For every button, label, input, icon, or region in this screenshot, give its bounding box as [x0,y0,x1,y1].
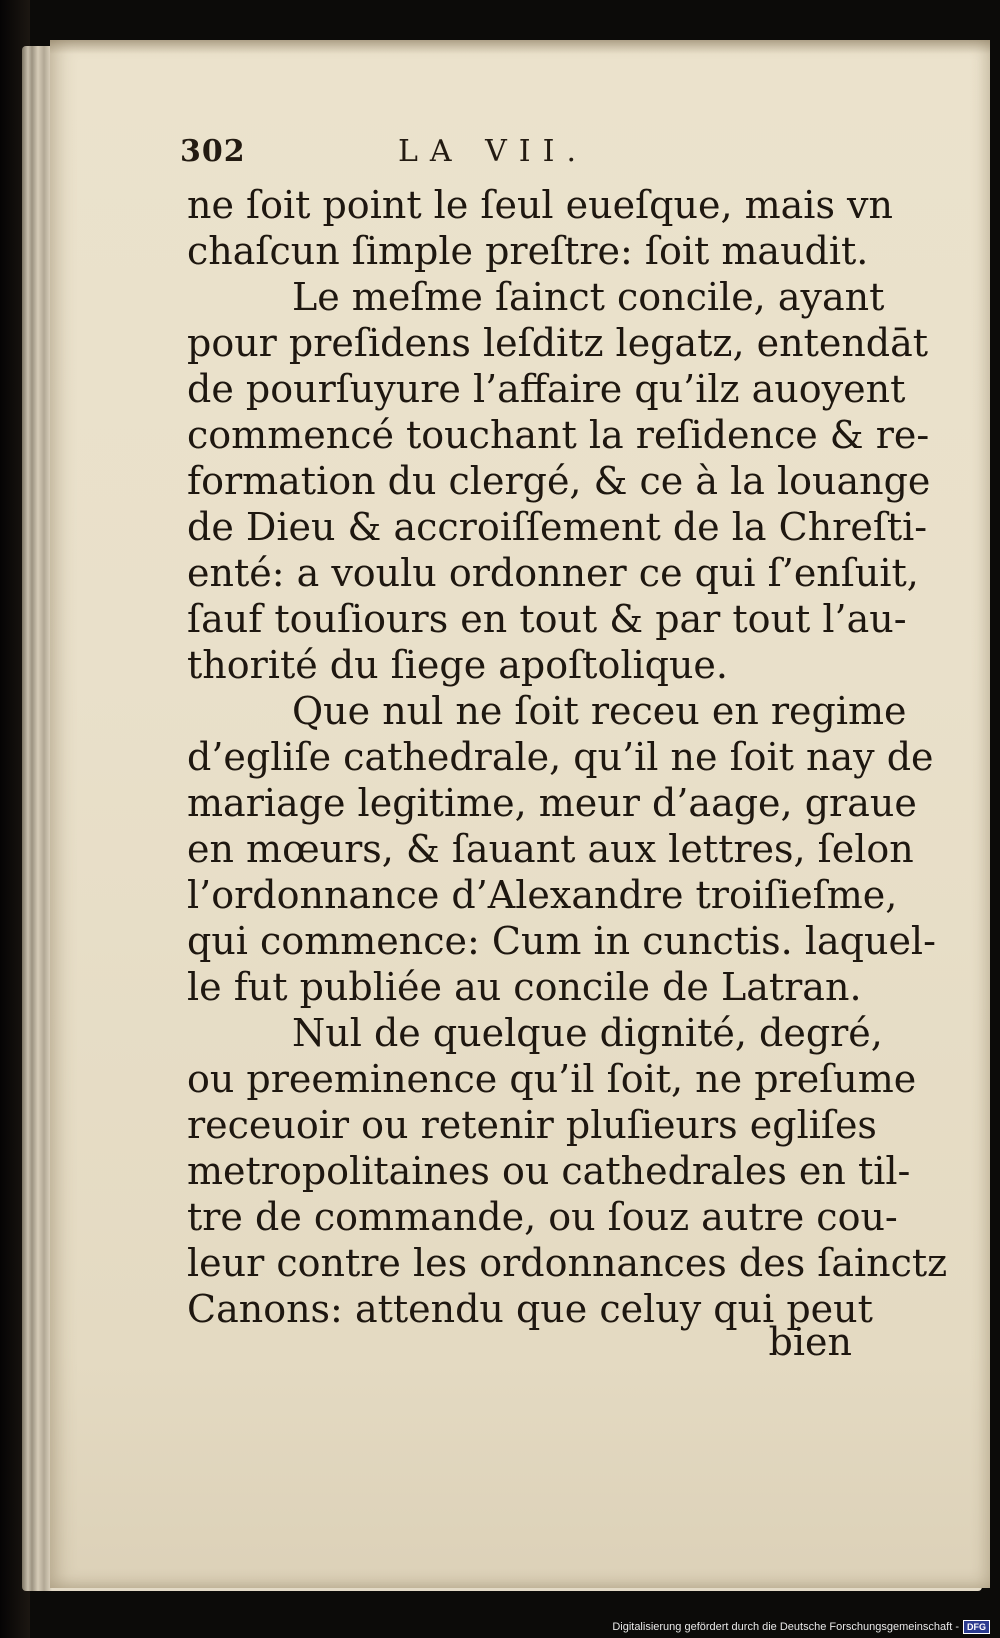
page-header-title: LA VII. [398,134,589,169]
text-line: thorité du ſiege apoſtolique. [187,643,728,687]
text-line: formation du clergé, & ce à la louange [187,459,931,503]
text-line: ſauf touſiours en tout & par tout l’au- [187,597,907,641]
text-line: Que nul ne ſoit receu en regime [292,689,907,733]
text-line: ou preeminence qu’il ſoit, ne preſume [187,1057,917,1101]
text-line: commencé touchant la reſidence & re- [187,413,930,457]
text-line: Canons: attendu que celuy qui peut [187,1287,873,1331]
text-line: mariage legitime, meur d’aage, graue [187,781,917,825]
text-line: Nul de quelque dignité, degré, [292,1011,883,1055]
attribution-text: Digitalisierung gefördert durch die Deutsche Forschungsgemeinschaft - [612,1621,959,1633]
text-line: receuoir ou retenir pluſieurs egliſes [187,1103,877,1147]
text-line: pour preſidens leſditz legatz, entendāt [187,321,929,365]
text-line: en mœurs, & ſauant aux lettres, ſelon [187,827,914,871]
text-line: metropolitaines ou cathedrales en til- [187,1149,911,1193]
text-line: le fut publiée au concile de Latran. [187,965,862,1009]
page-shadow [50,40,990,54]
text-line: Le meſme ſainct concile, ayant [292,275,885,319]
text-line: de pourſuyure l’affaire qu’ilz auoyent [187,367,906,411]
text-line: chaſcun ſimple preſtre: ſoit maudit. [187,229,869,273]
text-line: d’egliſe cathedrale, qu’il ne ſoit nay de [187,735,934,779]
text-line: ne ſoit point le ſeul eueſque, mais vn [187,183,893,227]
text-line: de Dieu & accroiſſement de la Chreſti- [187,505,928,549]
text-block [187,182,948,1332]
dfg-logo-icon: DFG [963,1620,990,1634]
text-line: leur contre les ordonnances des ſainctz [187,1241,948,1285]
text-line: qui commence: Cum in cunctis. laquel- [187,919,936,963]
running-head [180,134,860,178]
text-line: tre de commande, ou ſouz autre cou- [187,1195,898,1239]
catchword: bien [768,1320,852,1364]
text-line: l’ordonnance d’Alexandre troiſieſme, [187,873,898,917]
text-line: enté: a voulu ordonner ce qui ſ’enſuit, [187,551,919,595]
page-number: 302 [180,134,246,169]
attribution-bar [612,1618,990,1636]
